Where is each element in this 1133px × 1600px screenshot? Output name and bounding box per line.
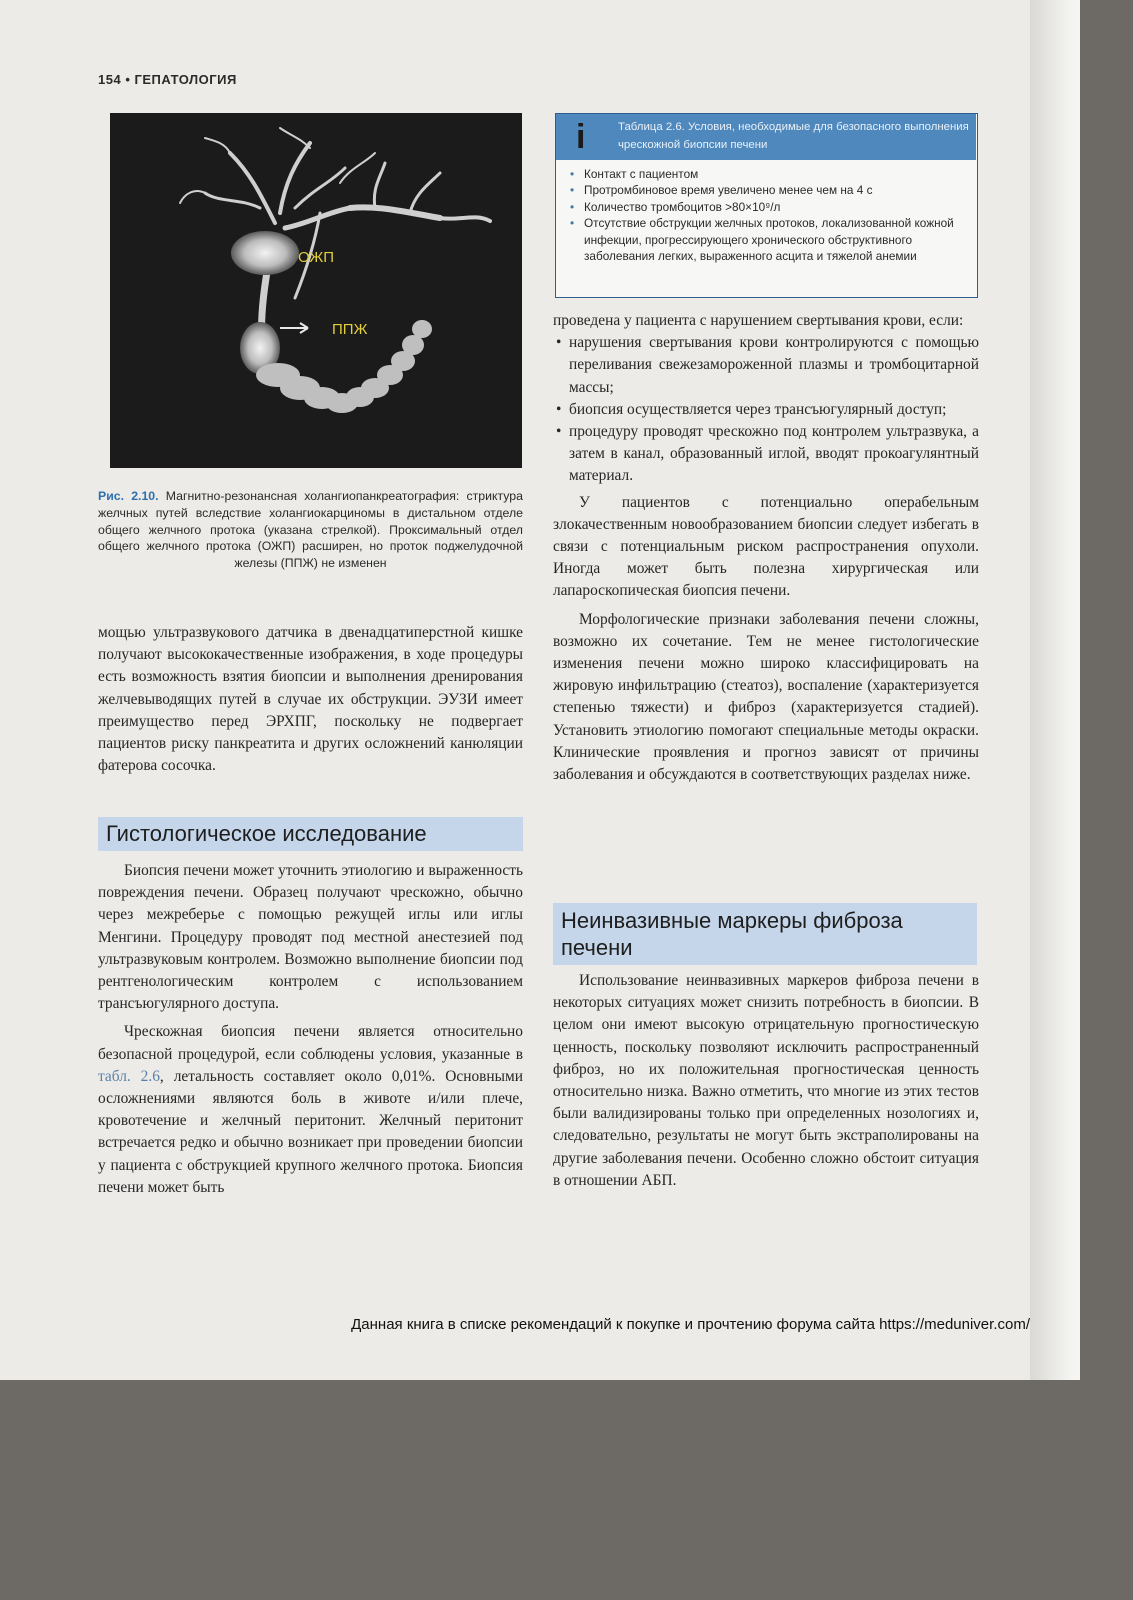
head-separator: • bbox=[125, 72, 131, 87]
figure-caption bbox=[98, 488, 523, 572]
running-head bbox=[98, 72, 237, 87]
mrcp-figure-image bbox=[110, 113, 522, 468]
table-2-6-list bbox=[568, 166, 968, 264]
page-number: 154 bbox=[98, 72, 122, 87]
table-item: • Протромбиновое время увеличено менее чем на 4 с bbox=[568, 182, 968, 198]
page-gutter-shadow bbox=[1030, 0, 1080, 1380]
paragraph-markers: Использование неинвазивных маркеров фиброза печени в некоторых ситуациях может снизить потребность в биопсии. В целом они имеют высокую отрицательную прогностическую ценность, поскольку позволяют исключить распространенный фиброз, но их положительная прогностическая ценность относительно низка. Важно отметить, что многие из этих тестов были валидизированы только при определенных нозологиях и, следовательно, результаты не могут быть экстраполированы на другие заболевания печени. Особенно сложно обстоит ситуация в отношении АБП. bbox=[553, 972, 979, 1189]
paragraph-euzi: мощью ультразвукового датчика в двенадцатиперстной кишке получают высококачественные изображения, в ходе процедуры есть возможность взятия биопсии и выполнения дренирования желчевыводящих путей в случае их обструкции. ЭУЗИ имеет преимущество перед ЭРХПГ, поскольку не подвергает пациентов риску панкреатита и других осложнений канюляции фатерова сосочка. bbox=[98, 624, 523, 775]
heading-noninvasive-markers: Неинвазивные маркеры фиброза печени bbox=[553, 903, 977, 965]
paragraph-safety-part2: , летальность составляет около 0,01%. Основными осложнениями являются боль в животе и/или плече, кровотечение и желчный перитонит. Желчный перитонит встречается редко и обычно возникает при проведении биопсии у пациента с обструкцией крупного желчного протока. Биопсия печени может быть bbox=[98, 1067, 523, 1196]
table-item: • Контакт с пациентом bbox=[568, 166, 968, 182]
section-title: ГЕПАТОЛОГИЯ bbox=[134, 72, 237, 87]
figure-caption-number: Рис. 2.10. bbox=[98, 489, 159, 503]
left-column-upper bbox=[98, 622, 523, 777]
paragraph-morphology: Морфологические признаки заболевания печени сложны, возможно их сочетание. Тем не менее гистологические изменения печени можно широко классифицировать на жировую инфильтрацию (стеатоз), воспаление (характеризуется степенью тяжести) и фиброз (характеризуется стадией). Установить этиологию помогают специальные методы окраски. Клинические проявления и прогноз зависят от причины заболевания и обсуждаются в соответствующих разделах ниже. bbox=[553, 610, 979, 784]
paragraph-biopsy: Биопсия печени может уточнить этиологию и выраженность повреждения печени. Образец получают чрескожно, обычно через межреберье с помощью режущей иглы или иглы Менгини. Процедуру проводят под местной анестезией под ультразвуковым контролем. Возможно выполнение биопсии под рентгенологическим контролем с использованием трансъюгулярного доступа. bbox=[98, 862, 523, 1013]
mrcp-illustration bbox=[110, 113, 522, 468]
bullet-item: • процедуру проводят чрескожно под контролем ультразвука, а затем в канал, образованный иглой, вводят прокоагулянтный материал. bbox=[553, 421, 979, 488]
bullet-item: • биопсия осуществляется через трансъюгулярный доступ; bbox=[553, 399, 979, 421]
watermark-notice: Данная книга в списке рекомендаций к покупке и прочтению форума сайта https://meduniver.com/ bbox=[351, 1316, 1030, 1333]
table-reference-link[interactable]: табл. 2.6 bbox=[98, 1067, 160, 1085]
info-icon: i bbox=[576, 118, 586, 156]
bullet-item: • нарушения свертывания крови контролируются с помощью переливания свежезамороженной плазмы и тромбоцитарной массы; bbox=[553, 332, 979, 399]
coagulation-bullets bbox=[553, 332, 979, 487]
table-2-6-box bbox=[555, 113, 978, 298]
paragraph-safety bbox=[98, 1021, 523, 1199]
table-2-6-header bbox=[556, 114, 976, 160]
heading-histology: Гистологическое исследование bbox=[98, 817, 523, 851]
figure-caption-text: Магнитно-резонансная холангиопанкреатография: стриктура желчных путей вследствие холангиокарциномы в дистальном отделе общего желчного протока (указана стрелкой). Проксимальный отдел общего желчного протока (ОЖП) расширен, но проток поджелудочной железы (ППЖ) не изменен bbox=[98, 489, 523, 571]
figure-label-pd: ППЖ bbox=[332, 321, 368, 338]
figure-label-cbd: ОЖП bbox=[298, 249, 334, 266]
table-item: • Отсутствие обструкции желчных протоков, локализованной кожной инфекции, прогрессирующего хронического обструктивного заболевания легких, выраженного асцита и тяжелой анемии bbox=[568, 215, 968, 264]
right-column-upper bbox=[553, 310, 979, 786]
paragraph-cancer: У пациентов с потенциально операбельным злокачественным новообразованием биопсии следует избегать в связи с потенциальным риском распространения опухоли. Иногда может быть полезна хирургическая или лапароскопическая биопсия печени. bbox=[553, 493, 979, 600]
paragraph-safety-part1: Чрескожная биопсия печени является относительно безопасной процедурой, если соблюдены условия, указанные в bbox=[98, 1023, 523, 1063]
left-column-lower bbox=[98, 860, 523, 1199]
right-column-lower bbox=[553, 970, 979, 1192]
table-2-6-title: Таблица 2.6. Условия, необходимые для безопасного выполнения чрескожной биопсии печени bbox=[618, 121, 969, 151]
table-item: • Количество тромбоцитов >80×10⁹/л bbox=[568, 199, 968, 215]
paragraph-coagulation-intro: проведена у пациента с нарушением свертывания крови, если: bbox=[553, 312, 964, 329]
next-page-bleed bbox=[1075, 130, 1080, 1330]
